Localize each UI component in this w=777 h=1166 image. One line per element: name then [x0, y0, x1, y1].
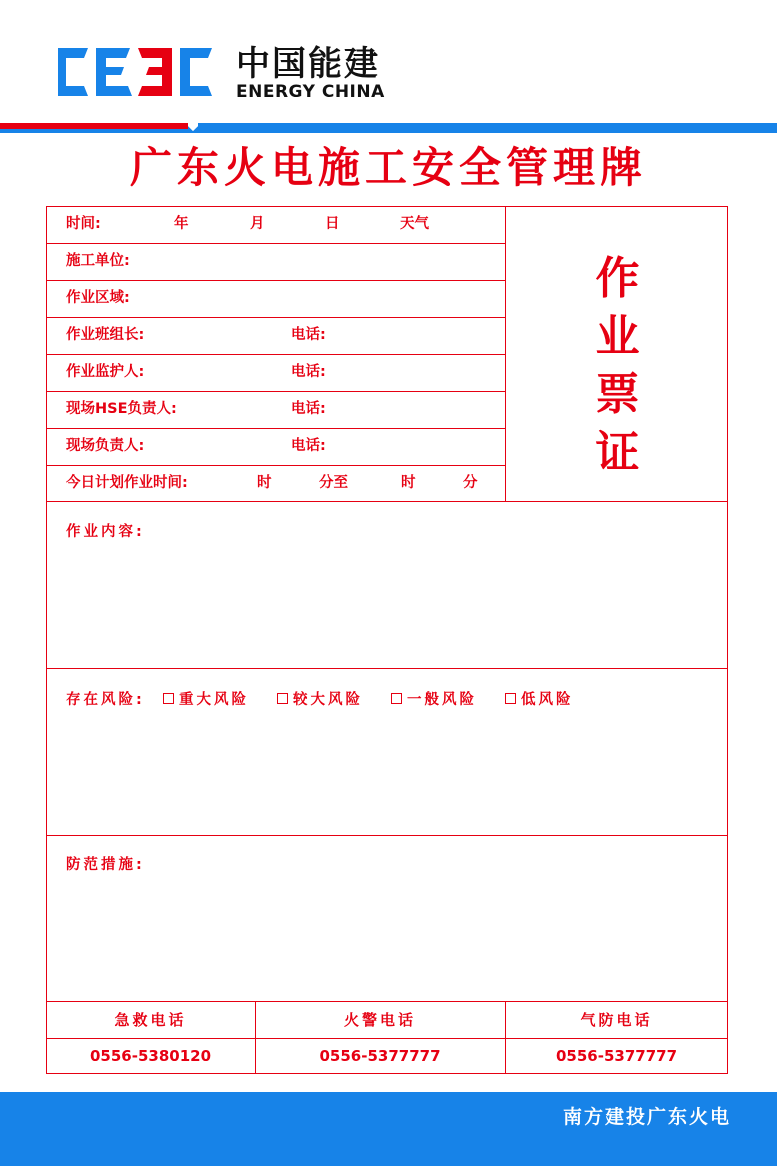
first-aid-phone-title: 急救电话 [114, 1011, 187, 1029]
footer-bar [0, 1092, 777, 1166]
side-title-char: 业 [595, 311, 640, 362]
checkbox-icon [163, 693, 174, 704]
minute-to-label: 分至 [319, 475, 348, 491]
guardian-label: 作业监护人: [66, 364, 145, 380]
month-label: 月 [250, 216, 265, 232]
ceec-logo-icon [50, 44, 218, 100]
checkbox-icon [277, 693, 288, 704]
fire-alarm-phone-number: 0556-5377777 [319, 1047, 441, 1065]
page-title: 广东火电施工安全管理牌 [129, 143, 647, 192]
section-divider [46, 501, 728, 502]
phone-label: 电话: [291, 401, 326, 417]
phone-label: 电话: [291, 364, 326, 380]
construction-unit-label: 施工单位: [66, 253, 130, 269]
row-divider [46, 391, 505, 392]
phone-label: 电话: [291, 438, 326, 454]
first-aid-phone-number: 0556-5380120 [89, 1047, 212, 1065]
gas-defense-phone-number: 0556-5377777 [555, 1047, 678, 1065]
work-permit-title [505, 250, 730, 482]
hour-label: 时 [401, 475, 416, 491]
onsite-manager-label: 现场负责人: [66, 438, 145, 454]
fire-alarm-phone-title: 火警电话 [343, 1011, 416, 1029]
checkbox-icon [391, 693, 402, 704]
risk-option-significant[interactable]: 较大风险 [277, 690, 363, 710]
section-divider [46, 668, 728, 669]
team-leader-label: 作业班组长: [66, 327, 145, 343]
checkbox-icon [505, 693, 516, 704]
planned-time-label: 今日计划作业时间: [66, 475, 188, 491]
year-label: 年 [174, 216, 189, 232]
hour-label: 时 [257, 475, 272, 491]
day-label: 日 [325, 216, 340, 232]
time-label: 时间: [66, 216, 101, 232]
phone-label: 电话: [291, 327, 326, 343]
risk-option-major[interactable]: 重大风险 [163, 690, 249, 710]
row-divider [46, 465, 505, 466]
row-divider [46, 317, 505, 318]
logo-english-name: ENERGY CHINA [236, 82, 385, 102]
hse-manager-label: 现场HSE负责人: [66, 401, 177, 417]
weather-label: 天气 [400, 216, 429, 232]
risk-option-general[interactable]: 一般风险 [391, 690, 477, 710]
row-divider [46, 354, 505, 355]
side-title-char: 作 [595, 253, 640, 304]
row-divider [46, 428, 505, 429]
header-stripe [0, 118, 777, 128]
section-divider [46, 1001, 728, 1002]
row-divider [46, 243, 505, 244]
risk-option-low[interactable]: 低风险 [505, 690, 574, 710]
row-divider [46, 280, 505, 281]
logo-chinese-name: 中国能建 [236, 44, 380, 84]
section-divider [46, 835, 728, 836]
side-title-char: 证 [595, 427, 640, 478]
footer-company-name: 南方建投广东火电 [562, 1106, 731, 1128]
section-divider [46, 1038, 728, 1039]
work-content-label: 作业内容: [66, 524, 145, 540]
precautions-label: 防范措施: [66, 857, 145, 873]
work-area-label: 作业区域: [66, 290, 130, 306]
minute-label: 分 [463, 475, 478, 491]
side-title-char: 票 [595, 369, 640, 420]
gas-defense-phone-title: 气防电话 [580, 1011, 653, 1029]
risk-label: 存在风险: [66, 692, 145, 708]
